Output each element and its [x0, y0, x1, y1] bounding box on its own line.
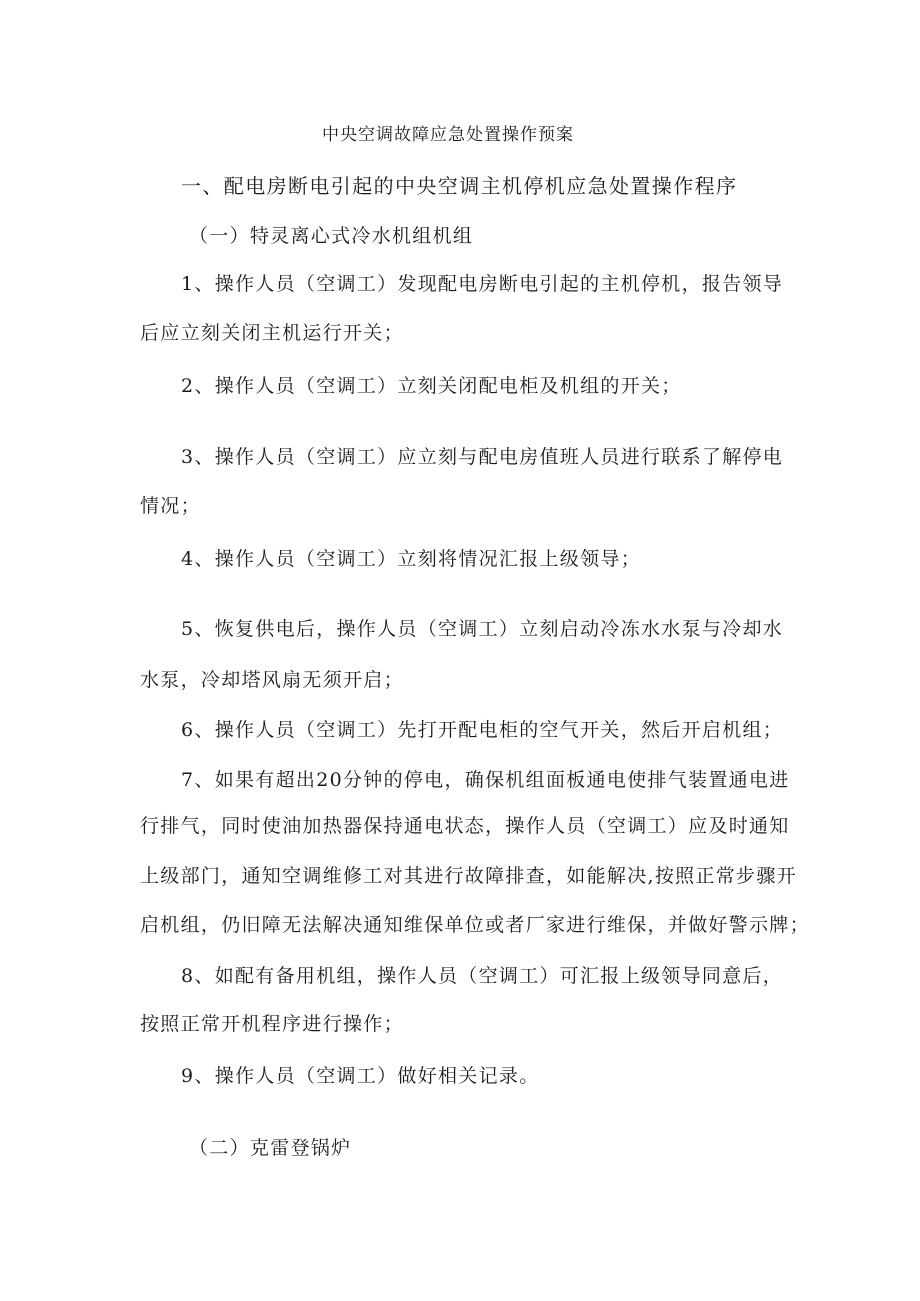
paragraph-line: 上级部门，通知空调维修工对其进行故障排查，如能解决,按照正常步骤开: [140, 865, 797, 887]
document-title: 中央空调故障应急处置操作预案: [322, 125, 574, 145]
paragraph-line: 启机组，仍旧障无法解决通知维保单位或者厂家进行维保，并做好警示牌；: [140, 914, 810, 936]
paragraph-line: 水泵，冷却塔风扇无须开启；: [140, 669, 404, 691]
paragraph-line: 1、操作人员（空调工）发现配电房断电引起的主机停机，报告领导: [181, 273, 784, 295]
subsection-heading: （一）特灵离心式冷水机组机组: [189, 225, 474, 247]
paragraph-line: 8、如配有备用机组，操作人员（空调工）可汇报上级领导同意后，: [181, 965, 784, 987]
section-heading: 一、配电房断电引起的中央空调主机停机应急处置操作程序: [181, 174, 738, 198]
paragraph-line: 2、操作人员（空调工）立刻关闭配电柜及机组的开关；: [181, 375, 682, 397]
paragraph-line: 9、操作人员（空调工）做好相关记录。: [181, 1065, 540, 1087]
paragraph-line: 后应立刻关闭主机运行开关；: [140, 322, 404, 344]
paragraph-line: 7、如果有超出20分钟的停电，确保机组面板通电使排气装置通电进: [181, 769, 790, 791]
paragraph-line: 5、恢复供电后，操作人员（空调工）立刻启动冷冻水水泵与冷却水: [181, 618, 784, 640]
paragraph-line: 按照正常开机程序进行操作；: [140, 1013, 404, 1035]
subsection-heading: （二）克雷登锅炉: [189, 1137, 352, 1159]
paragraph-line: 6、操作人员（空调工）先打开配电柜的空气开关，然后开启机组；: [181, 719, 784, 741]
paragraph-line: 4、操作人员（空调工）立刻将情况汇报上级领导；: [181, 548, 641, 570]
paragraph-line: 行排气，同时使油加热器保持通电状态，操作人员（空调工）应及时通知: [140, 815, 790, 837]
paragraph-line: 情况；: [140, 495, 201, 517]
paragraph-line: 3、操作人员（空调工）应立刻与配电房值班人员进行联系了解停电: [181, 446, 784, 468]
